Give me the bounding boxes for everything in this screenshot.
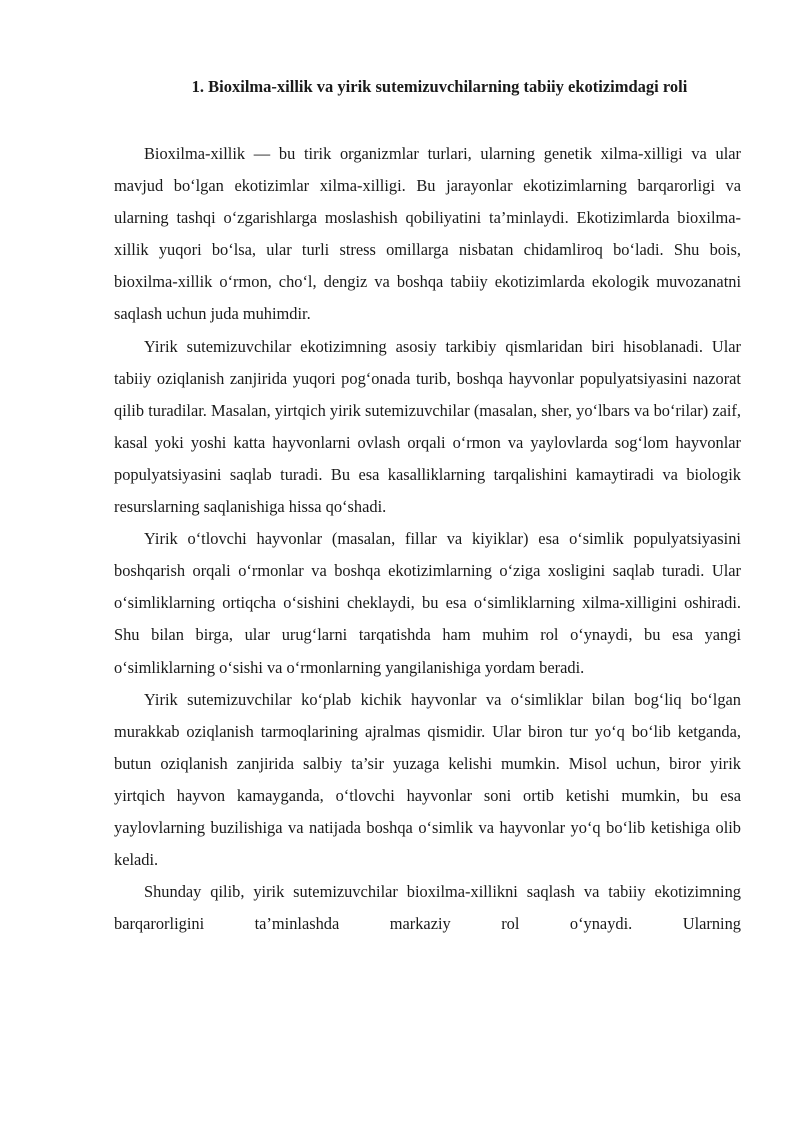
paragraph-1: Bioxilma-xillik — bu tirik organizmlar turlari, ularning genetik xilma-xilligi va ular mavjud bo‘lgan ekotizimlar xilma-xilligi. Bu jarayonlar ekotizimlarning barqarorligi va ularning tashqi o‘zgarishlarga moslashish qobiliyatini ta’minlaydi. Ekotizimlarda bioxilma-xillik yuqori bo‘lsa, ular turli stress omillarga nisbatan chidamliroq bo‘ladi. Shu bois, bioxilma-xillik o‘rmon, cho‘l, dengiz va boshqa tabiiy ekotizimlarda ekologik muvozanatni saqlash uchun juda muhimdir. bbox=[114, 144, 741, 324]
document-page bbox=[114, 72, 741, 940]
paragraph-2: Yirik sutemizuvchilar ekotizimning asosiy tarkibiy qismlaridan biri hisoblanadi. Ular tabiiy oziqlanish zanjirida yuqori pog‘onada turib, boshqa hayvonlar populyatsiyasini nazorat qilib turadilar. Masalan, yirtqich yirik sutemizuvchilar (masalan, sher, yo‘lbars va bo‘rilar) zaif, kasal yoki yoshi katta hayvonlarni ovlash orqali o‘rmon va yaylovlarda sog‘lom hayvonlar populyatsiyasini saqlab turadi. Bu esa kasalliklarning tarqalishini kamaytiradi va biologik resurslarning saqlanishiga hissa qo‘shadi. bbox=[114, 336, 741, 517]
paragraph-3: Yirik o‘tlovchi hayvonlar (masalan, fillar va kiyiklar) esa o‘simlik populyatsiyasini boshqarish orqali o‘rmonlar va boshqa ekotizimlarning o‘ziga xosligini saqlab turadi. Ular o‘simliklarning ortiqcha o‘sishini cheklaydi, bu esa o‘simliklarning xilma-xilligini oshiradi. Shu bilan birga, ular urug‘larni tarqatishda ham muhim rol o‘ynaydi, bu esa yangi o‘simliklarning o‘sishi va o‘rmonlarning yangilanishiga yordam beradi. bbox=[114, 529, 741, 677]
paragraph-4: Yirik sutemizuvchilar ko‘plab kichik hayvonlar va o‘simliklar bilan bog‘liq bo‘lgan murakkab oziqlanish tarmoqlarining ajralmas qismidir. Ular biron tur yo‘q bo‘lib ketganda, butun oziqlanish zanjirida salbiy ta’sir yuzaga kelishi mumkin. Misol uchun, biror yirik yirtqich hayvon kamayganda, o‘tlovchi hayvonlar soni ortib ketishi mumkin, bu esa yaylovlarning buzilishiga va natijada boshqa o‘simlik va hayvonlar yo‘q bo‘lib ketishiga olib keladi. bbox=[114, 689, 741, 870]
section-title: 1. Bioxilma-xillik va yirik sutemizuvchilarning tabiiy ekotizimdagi roli bbox=[191, 77, 688, 96]
paragraph-5: Shunday qilib, yirik sutemizuvchilar bioxilma-xillikni saqlash va tabiiy ekotizimning barqarorligini ta’minlashda markaziy rol o‘ynaydi. Ularning bbox=[114, 882, 741, 934]
